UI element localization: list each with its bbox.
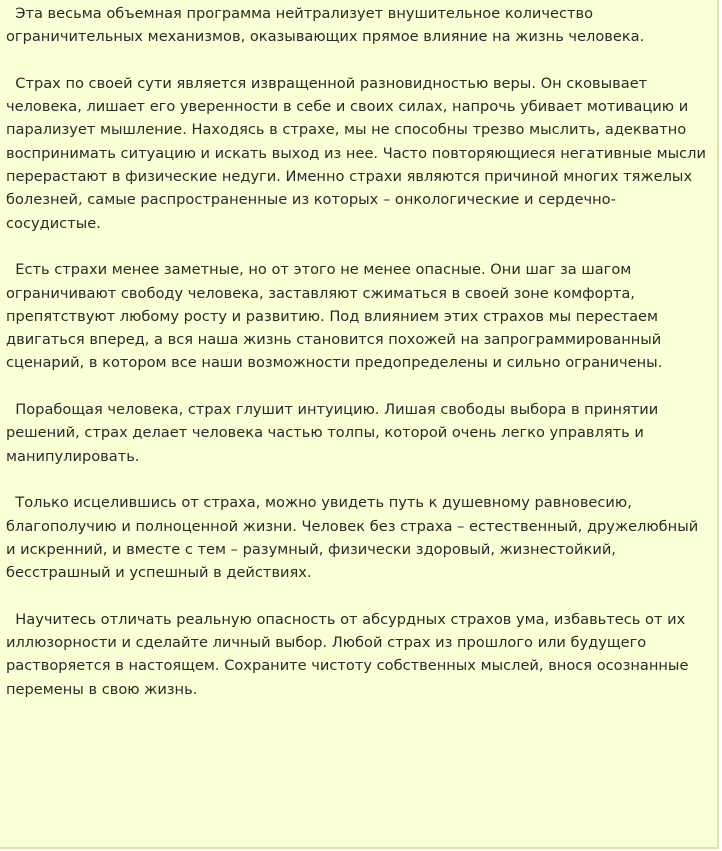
paragraph-intro: Эта весьма объемная программа нейтрализует внушительное количество ограничительных механизмов, оказывающих прямое влияние на жизнь человека. <box>6 5 645 46</box>
paragraph-conclusion: Научитесь отличать реальную опасность от абсурдных страхов ума, избавьтесь от их иллюзорности и сделайте личный выбор. Любой страх из прошлого или будущего растворяется в настоящем. Сохраните чистоту собственных мыслей, внося осознанные перемены в свою жизнь. <box>6 610 689 698</box>
paragraph-fear-nature: Страх по своей сути является извращенной разновидностью веры. Он сковывает человека, лишает его уверенности в себе и своих силах, напрочь убивает мотивацию и парализует мышление. Находясь в страхе, мы не способны трезво мыслить, адекватно воспринимать ситуацию и искать выход из нее. Часто повторяющиеся негативные мысли перерастают в физические недуги. Именно страхи являются причиной многих тяжелых болезней, самые распространенные из которых – онкологические и сердечно-сосудистые. <box>6 74 706 232</box>
paragraph-healing: Только исцелившись от страха, можно увидеть путь к душевному равновесию, благополучию и полноценной жизни. Человек без страха – естественный, дружелюбный и искренний, и вместе с тем – разумный, физически здоровый, жизнестойкий, бесстрашный и успешный в действиях. <box>6 494 699 582</box>
paragraph-hidden-fears: Есть страхи менее заметные, но от этого не менее опасные. Они шаг за шагом ограничивают свободу человека, заставляют сжиматься в своей зоне комфорта, препятствуют любому росту и развитию. Под влиянием этих страхов мы перестаем двигаться вперед, а вся наша жизнь становится похожей на запрограммированный сценарий, в котором все наши возможности предопределены и сильно ограничены. <box>6 261 663 372</box>
paragraph-intuition: Порабощая человека, страх глушит интуицию. Лишая свободы выбора в принятии решений, страх делает человека частью толпы, которой очень легко управлять и манипулировать. <box>6 401 659 465</box>
